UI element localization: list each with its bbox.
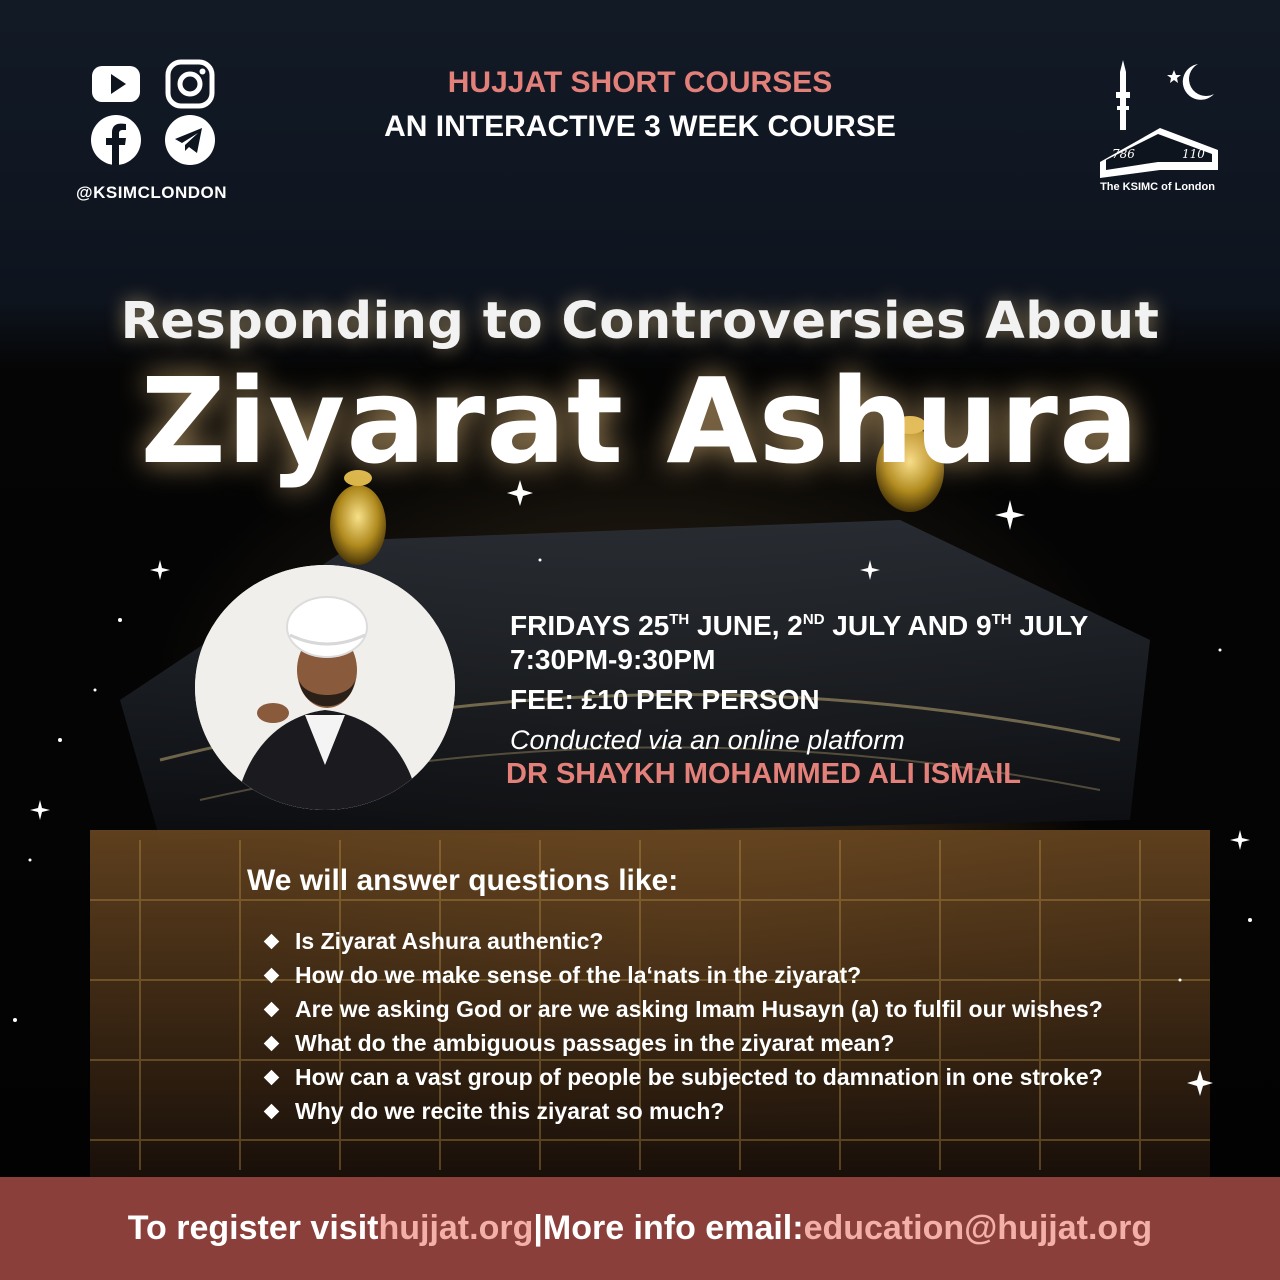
- question-text: Is Ziyarat Ashura authentic?: [295, 928, 604, 954]
- course-subtitle: Responding to Controversies About: [120, 292, 1160, 351]
- question-text: How can a vast group of people be subjected to damnation in one stroke?: [295, 1064, 1103, 1090]
- diamond-bullet-icon: [264, 1035, 280, 1051]
- speaker-photo: [195, 565, 455, 810]
- list-item: [262, 1026, 1242, 1060]
- info-label: More info email:: [542, 1209, 804, 1247]
- question-text: How do we make sense of the la‘nats in the ziyarat?: [295, 962, 862, 988]
- course-platform: Conducted via an online platform: [510, 725, 905, 755]
- course-time: 7:30PM-9:30PM: [510, 644, 716, 675]
- list-item: [262, 958, 1242, 992]
- footer-banner: [0, 1177, 1280, 1280]
- questions-list: [262, 924, 1242, 1128]
- dates-part: JUNE, 2: [689, 610, 803, 641]
- course-fee: FEE: £10 PER PERSON: [510, 684, 820, 715]
- register-label: To register visit: [127, 1209, 379, 1247]
- diamond-bullet-icon: [264, 1103, 280, 1119]
- social-handle: @KSIMCLONDON: [76, 183, 228, 202]
- list-item: [262, 992, 1242, 1026]
- course-title: Ziyarat Ashura: [140, 352, 1140, 490]
- date-suffix: TH: [669, 611, 690, 628]
- speaker-portrait: [195, 565, 455, 810]
- dates-part: JULY AND 9: [824, 610, 992, 641]
- dates-part: FRIDAYS 25: [510, 610, 670, 641]
- questions-heading: We will answer questions like:: [247, 864, 679, 897]
- footer-separator: |: [533, 1209, 543, 1247]
- course-details: [510, 600, 1210, 760]
- email-link[interactable]: education@hujjat.org: [803, 1209, 1153, 1247]
- question-text: What do the ambiguous passages in the ziyarat mean?: [295, 1030, 895, 1056]
- date-suffix: ND: [802, 611, 825, 628]
- diamond-bullet-icon: [264, 1001, 280, 1017]
- diamond-bullet-icon: [264, 933, 280, 949]
- dates-part: JULY: [1011, 610, 1089, 641]
- course-dates: [510, 600, 1210, 640]
- diamond-bullet-icon: [264, 1069, 280, 1085]
- list-item: [262, 1094, 1242, 1128]
- course-type-label: AN INTERACTIVE 3 WEEK COURSE: [384, 110, 896, 143]
- register-link[interactable]: hujjat.org: [378, 1209, 534, 1247]
- diamond-bullet-icon: [264, 967, 280, 983]
- question-text: Why do we recite this ziyarat so much?: [295, 1098, 725, 1124]
- list-item: [262, 924, 1242, 958]
- date-suffix: TH: [991, 611, 1012, 628]
- course-series-label: HUJJAT SHORT COURSES: [447, 66, 833, 99]
- list-item: [262, 1060, 1242, 1094]
- question-text: Are we asking God or are we asking Imam Husayn (a) to fulfil our wishes?: [295, 996, 1103, 1022]
- logo-caption: The KSIMC of London: [1100, 181, 1215, 193]
- ksimc-logo: [1090, 58, 1230, 198]
- speaker-name: DR SHAYKH MOHAMMED ALI ISMAIL: [506, 758, 1022, 790]
- logo-number-right: 110: [1182, 147, 1205, 161]
- logo-number-left: 786: [1112, 147, 1135, 161]
